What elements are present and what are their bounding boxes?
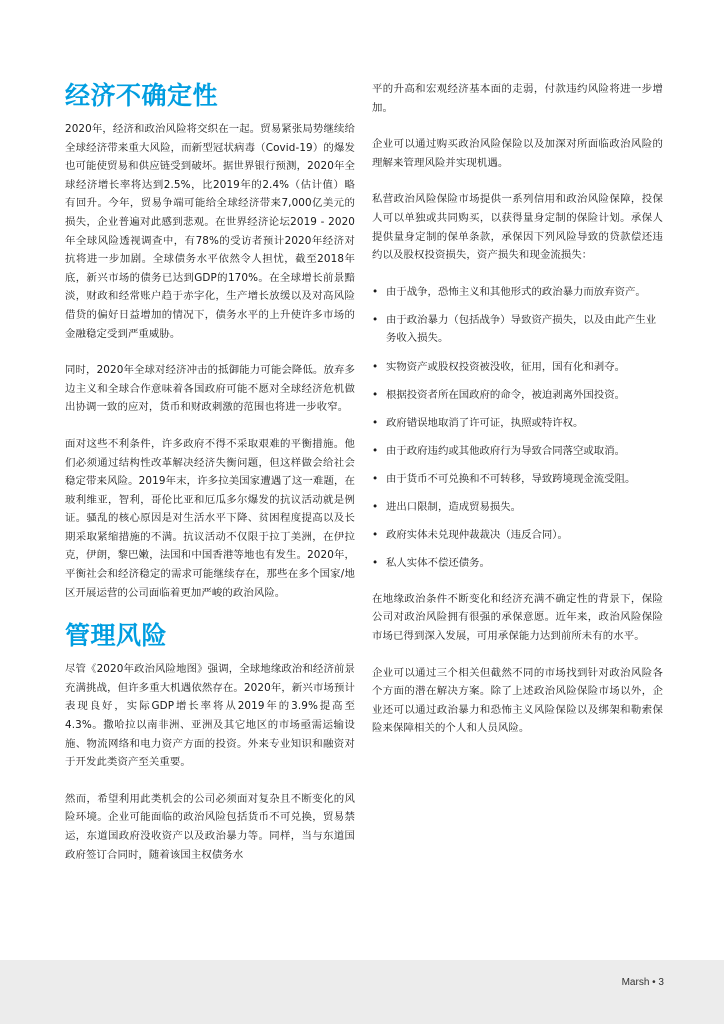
page-footer xyxy=(0,960,724,1024)
list-item-text: 私人实体不偿还债务。 xyxy=(386,557,490,570)
section-title-economic-uncertainty: 经济不确定性 xyxy=(65,81,219,110)
list-item xyxy=(372,311,663,348)
list-item xyxy=(372,442,663,461)
paragraph: 平的升高和宏观经济基本面的走弱，付款违约风险将进一步增加。 xyxy=(372,83,663,114)
paragraph: 企业可以通过购买政治风险保险以及加深对所面临政治风险的理解来管理风险并实现机遇。 xyxy=(372,138,663,169)
list-item xyxy=(372,283,663,302)
paragraph: 在地缘政治条件不断变化和经济充满不确定性的背景下，保险公司对政治风险拥有很强的承保意愿。近年来，政治风险保险市场已得到深入发展，可用承保能力达到前所未有的水平。 xyxy=(372,592,663,642)
bullet-icon: • xyxy=(372,557,379,570)
bullet-icon: • xyxy=(372,416,379,429)
bullet-icon: • xyxy=(372,472,379,485)
paragraph: 面对这些不利条件，许多政府不得不采取艰难的平衡措施。他们必须通过结构性改革解决经济失衡问题，但这样做会给社会稳定带来风险。2019年末，许多拉美国家遭遇了这一难题，在玻利维亚，智利，哥伦比亚和厄瓜多尔爆发的抗议活动就是例证。骚乱的核心原因是对生活水平下降、贫困程度提高以及长期采取紧缩措施的不满。抗议活动不仅限于拉丁美洲，在伊拉克，伊朗，黎巴嫩，法国和中国香港等地也有发生。2020年，平衡社会和经济稳定的需求可能继续存在，那些在多个国家/地区开展运营的公司面临着更加严峻的政治风险。 xyxy=(65,437,355,599)
list-item xyxy=(372,526,663,545)
list-item-text: 进出口限制，造成贸易损失。 xyxy=(386,501,522,513)
paragraph: 2020年，经济和政治风险将交织在一起。贸易紧张局势继续给全球经济带来重大风险，而新型冠状病毒（Covid-19）的爆发也可能使贸易和供应链受到破坏。据世界银行预测，2020年全球经济增长率将达到2.5%，比2019年的2.4%（估计值）略有回升。今年，贸易争端可能给全球经济带来7,000亿美元的损失，企业普遍对此感到悲观。在世界经济论坛2019 - 2020年全球风险透视调查中，有78%的受访者预计2020年经济对抗将进一步加剧。全球债务水平依然令人担忧，截至2018年底，新兴市场的债务已达到GDP的170%。在全球增长前景黯淡，财政和经常账户趋于赤字化，生产增长放缓以及对高风险借贷的偏好日益增加的情况下，债务水平的上升使许多市场的金融稳定受到严重威胁。 xyxy=(65,123,355,340)
bullet-icon: • xyxy=(372,444,379,457)
list-item xyxy=(372,386,663,405)
list-item-text: 由于政府违约或其他政府行为导致合同落空或取消。 xyxy=(386,444,625,457)
bullet-icon: • xyxy=(372,360,379,373)
left-column xyxy=(65,80,355,882)
list-item xyxy=(372,358,663,377)
list-item-text: 政府实体未兑现仲裁裁决（违反合同）。 xyxy=(386,529,568,542)
bullet-icon: • xyxy=(372,388,379,401)
bullet-icon: • xyxy=(372,501,379,513)
list-item xyxy=(372,414,663,433)
list-item-text: 根据投资者所在国政府的命令，被迫剥离外国投资。 xyxy=(386,388,625,401)
bullet-icon: • xyxy=(372,529,379,542)
paragraph: 然而，希望利用此类机会的公司必须面对复杂且不断变化的风险环境。企业可能面临的政治风险包括货币不可兑换，贸易禁运，东道国政府没收资产以及政治暴力等。同样，当与东道国政府签订合同时，随着该国主权债务水 xyxy=(65,792,355,861)
bullet-icon: • xyxy=(372,313,379,326)
list-item xyxy=(372,554,663,573)
section-title-managing-risk: 管理风险 xyxy=(65,621,168,651)
paragraph: 同时，2020年全球对经济冲击的抵御能力可能会降低。放弃多边主义和全球合作意味着各国政府可能不愿对全球经济危机做出协调一致的应对，货币和财政刺激的范围也将进一步收窄。 xyxy=(65,364,355,414)
list-item xyxy=(372,470,663,489)
paragraph: 私营政治风险保险市场提供一系列信用和政治风险保障，投保人可以单独或共同购买，以获得量身定制的保险计划。承保人提供量身定制的保单条款，承保因下列风险导致的贷款偿还违约以及股权投资损失，资产损失和现金流损失： xyxy=(372,193,663,262)
page-number: Marsh • 3 xyxy=(621,977,664,988)
bullet-icon: • xyxy=(372,285,379,298)
paragraph: 尽管《2020年政治风险地图》强调，全球地缘政治和经济前景充满挑战，但许多重大机遇依然存在。2020年，新兴市场预计表现良好，实际GDP增长率将从2019年的3.9%提高至4.3%。撒哈拉以南非洲、亚洲及其它地区的市场亟需运输设施、物流网络和电力资产方面的投资。外来专业知识和融资对于开发此类资产至关重要。 xyxy=(65,663,355,769)
list-item-text: 由于政治暴力（包括战争）导致资产损失，以及由此产生业务收入损失。 xyxy=(386,313,657,345)
list-item-text: 实物资产或股权投资被没收，征用，国有化和剥夺。 xyxy=(386,360,625,373)
list-item-text: 由于战争，恐怖主义和其他形式的政治暴力而放弃资产。 xyxy=(386,285,646,298)
risk-list xyxy=(372,283,663,573)
paragraph: 企业可以通过三个相关但截然不同的市场找到针对政治风险各个方面的潜在解决方案。除了上述政治风险保险市场以外，企业还可以通过政治暴力和恐怖主义风险保险以及绑架和勒索保险来保障相关的个人和人员风险。 xyxy=(372,666,663,735)
list-item-text: 由于货币不可兑换和不可转移，导致跨境现金流受阻。 xyxy=(386,472,636,485)
list-item-text: 政府错误地取消了许可证，执照或特许权。 xyxy=(386,416,584,429)
list-item xyxy=(372,498,663,517)
right-column xyxy=(372,80,663,756)
